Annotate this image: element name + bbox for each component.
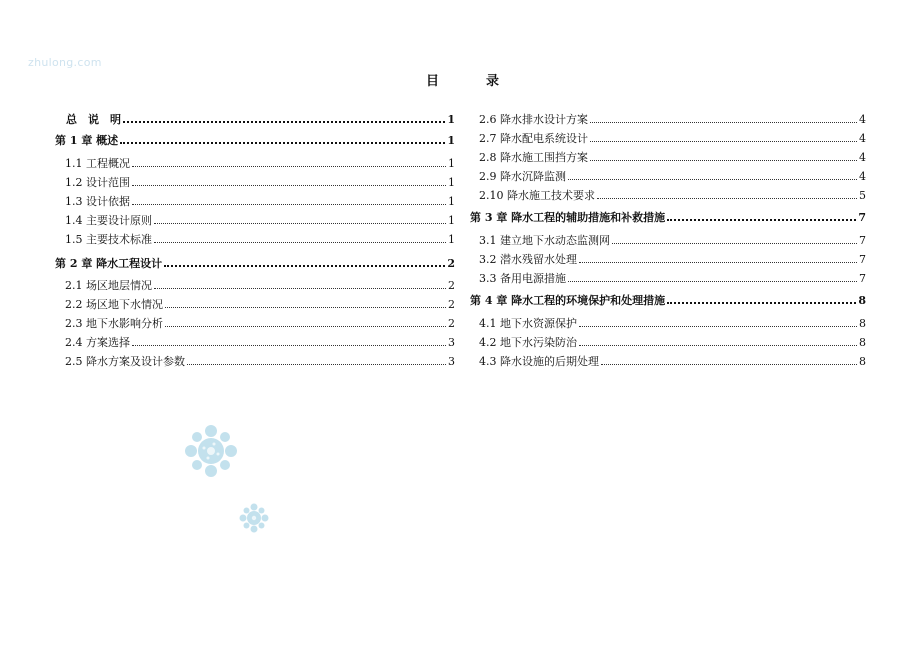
toc-entry-4-2[interactable]: [470, 334, 866, 350]
toc-leader-dots: [612, 242, 857, 244]
toc-entry-page: 2: [448, 279, 455, 292]
toc-entry-page: 1: [447, 113, 455, 126]
toc-leader-dots: [154, 241, 446, 243]
toc-leader-dots: [132, 184, 446, 186]
toc-leader-dots: [123, 120, 445, 123]
toc-entry-label: 2.3 地下水影响分析: [65, 317, 163, 330]
toc-entry-label: 2.5 降水方案及设计参数: [65, 355, 185, 368]
toc-entry-page: 8: [859, 336, 866, 349]
toc-leader-dots: [165, 325, 446, 327]
toc-entry-3-1[interactable]: [470, 232, 866, 248]
toc-entry-4-1[interactable]: [470, 315, 866, 331]
toc-leader-dots: [597, 197, 857, 199]
toc-entry-page: 3: [448, 355, 455, 368]
toc-entry-label: 1.4 主要设计原则: [65, 214, 152, 227]
toc-entry-page: 7: [858, 211, 866, 224]
toc-entry-3-2[interactable]: [470, 251, 866, 267]
toc-leader-dots: [165, 306, 446, 308]
toc-entry-page: 2: [447, 257, 455, 270]
toc-entry-label: 1.2 设计范围: [65, 176, 130, 189]
toc-entry-page: 5: [859, 189, 866, 202]
toc-entry-label: 4.2 地下水污染防治: [479, 336, 577, 349]
toc-entry-label: 1.1 工程概况: [65, 157, 130, 170]
toc-entry-label: 2.6 降水排水设计方案: [479, 113, 588, 126]
toc-leader-dots: [132, 203, 446, 205]
toc-leader-dots: [154, 287, 446, 289]
toc-entry-label: 2.1 场区地层情况: [65, 279, 152, 292]
toc-entry-2-3[interactable]: [55, 315, 455, 331]
toc-entry-label: 2.4 方案选择: [65, 336, 130, 349]
toc-entry-label: 2.9 降水沉降监测: [479, 170, 566, 183]
watermark-text: zhulong.com: [28, 56, 102, 69]
toc-entry-2-10[interactable]: [470, 187, 866, 203]
toc-heading-char-2: 录: [486, 74, 500, 89]
toc-entry-2-4[interactable]: [55, 334, 455, 350]
toc-entry-label: 1.5 主要技术标准: [65, 233, 152, 246]
toc-entry-1-3[interactable]: [55, 193, 455, 209]
toc-entry-page: 7: [859, 272, 866, 285]
toc-entry-page: 8: [859, 355, 866, 368]
toc-entry-label: 4.1 地下水资源保护: [479, 317, 577, 330]
toc-entry-page: 2: [448, 298, 455, 311]
toc-heading-char-1: 目: [426, 74, 440, 89]
toc-entry-label: 2.8 降水施工围挡方案: [479, 151, 588, 164]
toc-entry-page: 4: [859, 170, 866, 183]
toc-entry-1-4[interactable]: [55, 212, 455, 228]
toc-entry-label: 3.2 潜水残留水处理: [479, 253, 577, 266]
toc-leader-dots: [132, 165, 446, 167]
toc-entry-chapter-4[interactable]: [470, 292, 866, 308]
toc-entry-label: 第 4 章 降水工程的环境保护和处理措施: [470, 294, 666, 307]
toc-entry-2-2[interactable]: [55, 296, 455, 312]
toc-entry-3-3[interactable]: [470, 270, 866, 286]
toc-entry-label: 1.3 设计依据: [65, 195, 130, 208]
toc-entry-2-5[interactable]: [55, 353, 455, 369]
toc-leader-dots: [579, 261, 857, 263]
toc-entry-2-8[interactable]: [470, 149, 866, 165]
toc-leader-dots: [579, 344, 857, 346]
toc-leader-dots: [667, 218, 856, 221]
toc-entry-1-5[interactable]: [55, 231, 455, 247]
snowflake-icon: [180, 420, 242, 482]
toc-entry-label: 第 3 章 降水工程的辅助措施和补救措施: [470, 211, 666, 224]
toc-entry-label: 2.2 场区地下水情况: [65, 298, 163, 311]
toc-leader-dots: [132, 344, 446, 346]
toc-leader-dots: [568, 178, 857, 180]
toc-entry-label: 4.3 降水设施的后期处理: [479, 355, 599, 368]
toc-entry-page: 1: [448, 195, 455, 208]
toc-entry-label: 2.7 降水配电系统设计: [479, 132, 588, 145]
toc-leader-dots: [590, 121, 857, 123]
toc-entry-page: 4: [859, 132, 866, 145]
toc-entry-page: 1: [448, 214, 455, 227]
toc-entry-chapter-1[interactable]: [55, 132, 455, 148]
toc-entry-page: 1: [447, 134, 455, 147]
toc-entry-page: 1: [448, 233, 455, 246]
toc-leader-dots: [120, 141, 445, 144]
toc-entry-2-9[interactable]: [470, 168, 866, 184]
toc-entry-page: 4: [859, 113, 866, 126]
toc-entry-4-3[interactable]: [470, 353, 866, 369]
toc-entry-page: 4: [859, 151, 866, 164]
toc-entry-label: 总 说 明: [66, 113, 121, 126]
toc-entry-2-1[interactable]: [55, 277, 455, 293]
toc-entry-1-2[interactable]: [55, 174, 455, 190]
toc-leader-dots: [568, 280, 857, 282]
toc-entry-chapter-2[interactable]: [55, 255, 455, 271]
toc-leader-dots: [601, 363, 857, 365]
toc-entry-page: 2: [448, 317, 455, 330]
toc-entry-label: 3.3 备用电源措施: [479, 272, 566, 285]
toc-entry-label: 第 1 章 概述: [55, 134, 119, 147]
toc-entry-general[interactable]: [55, 111, 455, 127]
toc-entry-page: 7: [859, 253, 866, 266]
toc-leader-dots: [667, 301, 856, 304]
toc-entry-label: 2.10 降水施工技术要求: [479, 189, 595, 202]
toc-entry-label: 3.1 建立地下水动态监测网: [479, 234, 610, 247]
toc-leader-dots: [164, 264, 445, 267]
toc-heading: [0, 70, 920, 90]
toc-entry-label: 第 2 章 降水工程设计: [55, 257, 163, 270]
toc-entry-1-1[interactable]: [55, 155, 455, 171]
toc-entry-chapter-3[interactable]: [470, 209, 866, 225]
snowflake-icon: [238, 502, 270, 534]
toc-entry-page: 8: [858, 294, 866, 307]
toc-entry-page: 3: [448, 336, 455, 349]
toc-entry-page: 1: [448, 157, 455, 170]
toc-leader-dots: [154, 222, 446, 224]
toc-leader-dots: [590, 159, 857, 161]
toc-entry-page: 8: [859, 317, 866, 330]
toc-entry-page: 1: [448, 176, 455, 189]
toc-leader-dots: [187, 363, 446, 365]
toc-entry-page: 7: [859, 234, 866, 247]
toc-leader-dots: [590, 140, 857, 142]
toc-entry-2-6[interactable]: [470, 111, 866, 127]
toc-entry-2-7[interactable]: [470, 130, 866, 146]
toc-leader-dots: [579, 325, 857, 327]
